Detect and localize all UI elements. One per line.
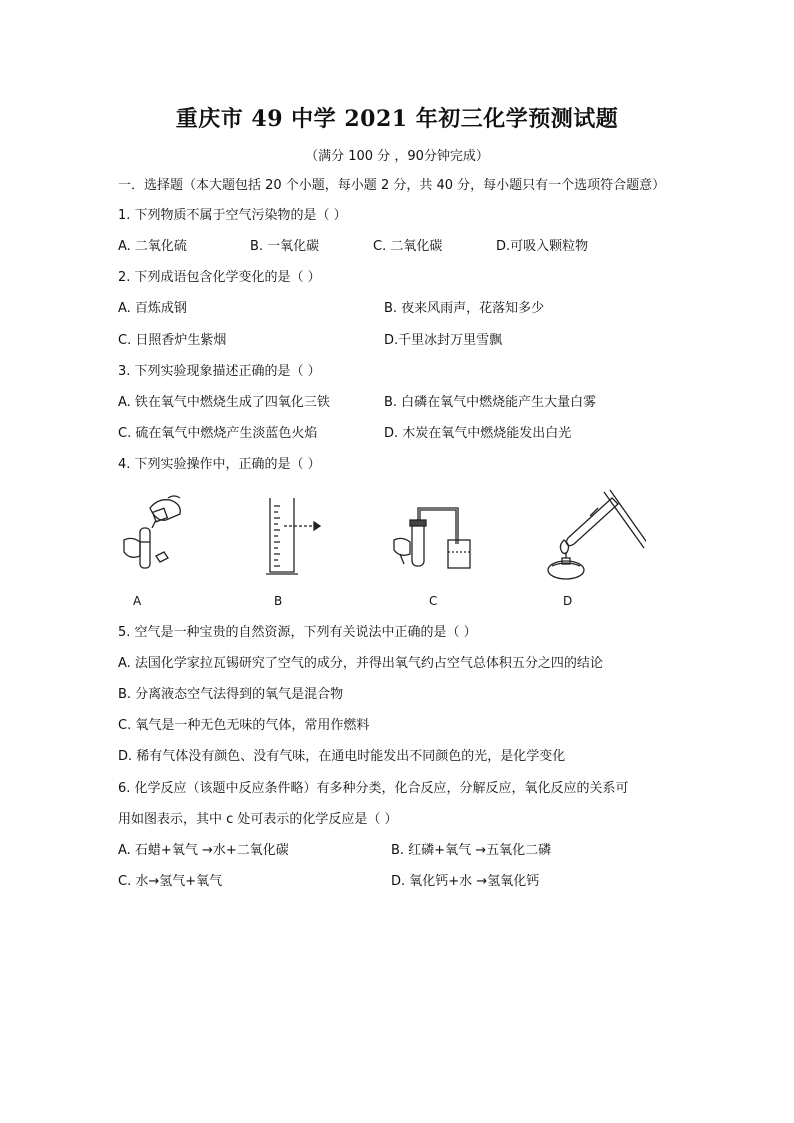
question-1-option-b: B. 一氧化碳 [250,239,320,254]
question-1-option-c: C. 二氧化碳 [373,239,443,254]
question-1-stem: 1. 下列物质不属于空气污染物的是（ ） [118,208,347,223]
figure-a-pouring-liquid-illustration [120,492,200,578]
question-6-option-b: B. 红磷+氧气 →五氧化二磷 [391,843,552,858]
question-5-option-c: C. 氧气是一种无色无味的气体，常用作燃料 [118,718,370,733]
question-6-option-c: C. 水→氢气+氧气 [118,874,223,889]
page-title: 重庆市 49 中学 2021 年初三化学预测试题 [175,106,619,132]
question-5-stem: 5. 空气是一种宝贵的自然资源，下列有关说法中正确的是（ ） [118,625,477,640]
question-3-option-b: B. 白磷在氧气中燃烧能产生大量白雾 [384,395,597,410]
figure-c-label: C [429,594,438,608]
figure-d-label: D [563,594,573,608]
page-subtitle: （满分 100 分 ，90分钟完成） [305,149,489,164]
question-1-option-d: D.可吸入颗粒物 [496,239,589,254]
figure-b-graduated-cylinder-illustration [260,494,330,580]
section-heading: 一．选择题（本大题包括 20 个小题，每小题 2 分，共 40 分，每小题只有一个选项符合题意） [118,178,666,193]
question-2-option-d: D.千里冰封万里雪飘 [384,333,503,348]
question-3-option-a: A. 铁在氧气中燃烧生成了四氧化三铁 [118,395,330,410]
figure-a-label: A [133,594,142,608]
figure-d-heating-test-tube-illustration [540,486,646,582]
question-2-stem: 2. 下列成语包含化学变化的是（ ） [118,270,321,285]
question-6-stem-line-2: 用如图表示，其中 c 处可表示的化学反应是（ ） [118,812,398,827]
question-1-option-a: A. 二氧化硫 [118,239,187,254]
question-3-option-d: D. 木炭在氧气中燃烧能发出白光 [384,426,572,441]
question-3-stem: 3. 下列实验现象描述正确的是（ ） [118,364,321,379]
question-5-option-a: A. 法国化学家拉瓦锡研究了空气的成分，并得出氧气约占空气总体积五分之四的结论 [118,656,603,671]
question-5-option-b: B. 分离液态空气法得到的氧气是混合物 [118,687,344,702]
question-2-option-a: A. 百炼成钢 [118,301,187,316]
question-6-stem-line-1: 6. 化学反应（该题中反应条件略）有多种分类，化合反应，分解反应，氧化反应的关系可 [118,781,629,796]
question-6-option-d: D. 氧化钙+水 →氢氧化钙 [391,874,540,889]
question-4-stem: 4. 下列实验操作中，正确的是（ ） [118,457,321,472]
question-2-option-c: C. 日照香炉生紫烟 [118,333,227,348]
figure-c-airtightness-check-illustration [392,500,482,580]
question-5-option-d: D. 稀有气体没有颜色、没有气味，在通电时能发出不同颜色的光，是化学变化 [118,749,566,764]
figure-b-label: B [274,594,283,608]
question-2-option-b: B. 夜来风雨声，花落知多少 [384,301,545,316]
question-6-option-a: A. 石蜡+氧气 →水+二氧化碳 [118,843,289,858]
question-3-option-c: C. 硫在氧气中燃烧产生淡蓝色火焰 [118,426,318,441]
